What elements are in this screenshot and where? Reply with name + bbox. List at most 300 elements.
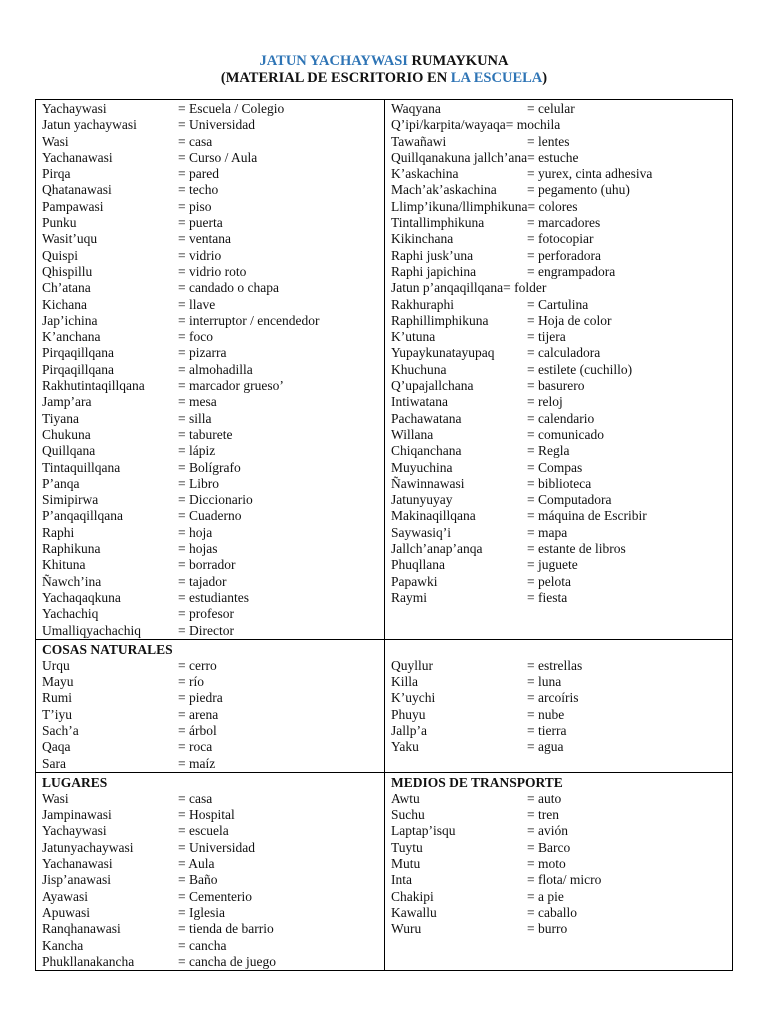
spanish-translation: = nube [527,706,565,722]
quechua-term: Jap’ichina [42,312,98,328]
spanish-translation: = tijera [527,329,566,345]
quechua-term: Mayu [42,674,74,690]
spanish-translation: = Regla [527,443,570,459]
vocab-entry [391,508,726,524]
vocab-entry [391,443,726,459]
spanish-translation: = Baño [178,872,218,888]
quechua-term: Apuwasi [42,904,90,920]
vocab-entry [42,525,378,541]
quechua-term: Raphi japichina [391,263,477,279]
spanish-translation: = hoja [178,524,213,540]
spanish-translation: = mesa [178,394,217,410]
vocab-entry [42,739,378,755]
spanish-translation: = burro [527,921,568,937]
spanish-translation: = marcadores [527,215,601,231]
quechua-term: Kichana [42,296,87,312]
vocab-entry [42,378,378,394]
vocab-entry [42,541,378,557]
quechua-term: Yachaqaqkuna [42,589,121,605]
vocab-entry [391,856,726,872]
vocab-entry [42,690,378,706]
vocab-entry [42,707,378,723]
spanish-translation: = árbol [178,722,217,738]
vocab-entry [391,199,726,215]
vocab-entry [391,297,726,313]
quechua-term: Yaku [391,739,419,755]
spanish-translation: = agua [527,739,564,755]
quechua-term: Killa [391,674,418,690]
vocab-entry [391,807,726,823]
spanish-translation: = luna [527,674,562,690]
spanish-translation: = arcoíris [527,690,579,706]
vocab-entry [42,590,378,606]
spanish-translation: = Hoja de color [527,312,612,328]
quechua-term: Wasi [42,790,69,806]
spanish-translation: = techo [178,182,219,198]
subtitle-end: ) [542,70,548,86]
vocab-entry [42,182,378,198]
vocab-entry [42,807,378,823]
quechua-term: Raphi jusk’una [391,247,474,263]
spanish-translation: = calculadora [527,345,601,361]
spanish-translation: = estante de libros [527,541,626,557]
vocab-entry [42,394,378,410]
quechua-term: Yachachiq [42,606,99,622]
quechua-term: Wasi [42,133,69,149]
spanish-translation: = pegamento (uhu) [527,182,630,198]
spanish-translation: = roca [178,739,213,755]
spanish-translation: = estudiantes [178,589,249,605]
quechua-term: Suchu [391,807,425,823]
section-cell-right [385,639,733,772]
spanish-translation: = comunicado [527,426,604,442]
vocab-entry [391,411,726,427]
vocab-entry [42,443,378,459]
quechua-term: Quispi [42,247,79,263]
vocab-entry [391,248,726,264]
spanish-translation: = piso [178,198,212,214]
vocab-entry [391,557,726,573]
spanish-translation: = arena [178,706,219,722]
vocab-entry [42,313,378,329]
spanish-translation: = vidrio roto [178,263,247,279]
quechua-term: Muyuchina [391,459,453,475]
vocab-entry [391,231,726,247]
vocab-entry [42,606,378,622]
quechua-term: Kancha [42,937,84,953]
vocab-entry [42,150,378,166]
quechua-term: Quillqanakuna jallch’ana [391,149,528,165]
quechua-term: K’uychi [391,690,436,706]
spanish-translation: = cerro [178,657,217,673]
spanish-translation: = Barco [527,839,571,855]
quechua-term: Kawallu [391,904,437,920]
spanish-translation: = perforadora [527,247,601,263]
quechua-term: Raphikuna [42,541,101,557]
quechua-term: P’anqaqillqana [42,508,123,524]
quechua-term: Jatunyuyay [391,492,453,508]
spanish-translation: = pelota [527,573,571,589]
quechua-term: Ch’atana [42,280,91,296]
section-cell-right [385,772,733,970]
spanish-translation: = piedra [178,690,223,706]
spanish-translation: = estrellas [527,657,583,673]
quechua-term: Jamp’ara [42,394,92,410]
spanish-translation: = Diccionario [178,492,253,508]
vocab-entry [391,117,726,133]
quechua-term: Awtu [391,790,420,806]
spanish-translation: = lentes [527,133,570,149]
quechua-term: K’anchana [42,329,101,345]
quechua-term: Inta [391,872,412,888]
vocab-entry [42,329,378,345]
quechua-term: Tuytu [391,839,423,855]
quechua-term: Rumi [42,690,73,706]
subtitle-start: (MATERIAL DE ESCRITORIO EN [220,70,451,86]
quechua-term: Quillqana [42,443,96,459]
quechua-term: Q’upajallchana [391,378,474,394]
vocab-entry [391,182,726,198]
quechua-term: Kikinchana [391,231,454,247]
quechua-term: Pachawatana [391,410,462,426]
quechua-term: T’iyu [42,706,72,722]
spanish-translation: = Universidad [178,839,255,855]
spanish-translation: = estilete (cuchillo) [527,361,633,377]
quechua-term: Qaqa [42,739,71,755]
spanish-translation: = llave [178,296,216,312]
spanish-translation: = Director [178,622,234,638]
vocab-entry [391,150,726,166]
vocab-entry [391,345,726,361]
quechua-term: Raphillimphikuna [391,312,489,328]
vocab-entry [42,574,378,590]
vocab-entry [391,460,726,476]
quechua-term: Phuqllana [391,557,445,573]
spanish-translation: = cancha [178,937,227,953]
spanish-translation: = pared [178,166,219,182]
quechua-term: Saywasiq’i [391,524,451,540]
section-cell-left [36,639,385,772]
spanish-translation: = auto [527,790,562,806]
spanish-translation: = Compas [527,459,583,475]
spanish-translation: = hojas [178,541,218,557]
section-cell-left [36,100,385,640]
quechua-term: Wasit’uqu [42,231,98,247]
spanish-translation: = flota/ micro [527,872,602,888]
quechua-term: Jisp’anawasi [42,872,111,888]
section-cell-left [36,772,385,970]
vocab-entry [391,427,726,443]
vocab-entry [42,345,378,361]
vocab-entry [42,248,378,264]
vocab-entry [42,840,378,856]
subtitle-highlight: LA ESCUELA [450,70,543,86]
spanish-translation: = Curso / Aula [178,149,258,165]
vocab-entry [42,823,378,839]
vocab-entry [42,199,378,215]
title-highlight: JATUN YACHAYWASI [259,53,408,69]
section-heading: COSAS NATURALES [42,641,173,657]
vocab-entry [42,938,378,954]
vocab-entry [42,623,378,639]
spanish-translation: = taburete [178,426,233,442]
vocab-entry [42,231,378,247]
quechua-term: Yupaykunatayupaq [391,345,495,361]
spanish-translation: = tienda de barrio [178,921,274,937]
vocab-entry [42,557,378,573]
spanish-translation: = colores [527,198,578,214]
vocab-entry [42,427,378,443]
quechua-term: Raymi [391,589,427,605]
spanish-translation: = mochila [505,117,561,133]
quechua-term: Mutu [391,856,421,872]
vocab-entry [42,411,378,427]
vocab-entry [42,362,378,378]
vocab-entry [42,723,378,739]
quechua-term: Q’ipi/karpita/wayaqa [391,117,506,133]
quechua-term: Llimp’ikuna/llimphikuna [391,198,528,214]
vocab-entry [391,905,726,921]
spanish-translation: = moto [527,856,566,872]
vocab-entry [42,476,378,492]
spanish-translation: = tren [527,807,559,823]
vocab-entry [391,476,726,492]
spanish-translation: = río [178,674,204,690]
vocab-entry [42,166,378,182]
vocab-entry [42,460,378,476]
spanish-translation: = avión [527,823,568,839]
quechua-term: Qhatanawasi [42,182,112,198]
vocab-entry [391,166,726,182]
spanish-translation: = estuche [527,149,579,165]
spanish-translation: = cancha de juego [178,953,276,969]
quechua-term: Jatun yachaywasi [42,117,137,133]
spanish-translation: = Iglesia [178,904,225,920]
vocab-entry [391,492,726,508]
spanish-translation: = profesor [178,606,234,622]
quechua-term: Umalliqyachachiq [42,622,141,638]
vocab-entry [42,791,378,807]
quechua-term: Ranqhanawasi [42,921,121,937]
quechua-term: Chakipi [391,888,434,904]
spanish-translation: = Universidad [178,117,255,133]
quechua-term: Tintallimphikuna [391,215,485,231]
vocab-entry [391,525,726,541]
spanish-translation: = puerta [178,215,223,231]
quechua-term: Yachanawasi [42,149,113,165]
spanish-translation: = silla [178,410,212,426]
quechua-term: Phukllanakancha [42,953,135,969]
spanish-translation: = a pie [527,888,564,904]
section-heading: MEDIOS DE TRANSPORTE [391,774,563,790]
vocab-entry [42,101,378,117]
spanish-translation: = Libro [178,475,219,491]
vocab-entry [42,856,378,872]
quechua-term: Tintaquillqana [42,459,121,475]
quechua-term: Willana [391,426,434,442]
quechua-term: Simipirwa [42,492,99,508]
spanish-translation: = Cuaderno [178,508,242,524]
vocab-entry [42,264,378,280]
spanish-translation: = Cementerio [178,888,252,904]
vocab-entry [42,117,378,133]
vocab-entry [391,280,726,296]
quechua-term: Quyllur [391,657,433,673]
vocab-entry [391,574,726,590]
spanish-translation: = reloj [527,394,563,410]
quechua-term: P’anqa [42,475,80,491]
spanish-translation: = mapa [527,524,568,540]
vocab-entry [391,690,726,706]
spanish-translation: = casa [178,790,213,806]
spanish-translation: = fiesta [527,589,568,605]
spanish-translation: = Cartulina [527,296,589,312]
section-row [36,772,733,970]
vocab-entry [391,823,726,839]
quechua-term: Khuchuna [391,361,447,377]
spanish-translation: = candado o chapa [178,280,279,296]
vocab-entry [391,590,726,606]
quechua-term: Tiyana [42,410,80,426]
quechua-term: Raphi [42,524,75,540]
quechua-term: Chiqanchana [391,443,462,459]
quechua-term: Yachanawasi [42,856,113,872]
quechua-term: Laptap’isqu [391,823,456,839]
vocab-entry [42,134,378,150]
vocab-entry [391,264,726,280]
vocab-entry [42,954,378,970]
vocab-entry [391,658,726,674]
quechua-term: Pampawasi [42,198,104,214]
quechua-term: Qhispillu [42,263,93,279]
vocab-entry [42,297,378,313]
spanish-translation: = biblioteca [527,475,592,491]
vocab-entry [391,378,726,394]
quechua-term: Mach’ak’askachina [391,182,497,198]
quechua-term: Pirqaqillqana [42,361,114,377]
quechua-term: Ñawch’ina [42,573,102,589]
spanish-translation: = celular [527,101,575,116]
section-row [36,100,733,640]
vocab-entry [391,707,726,723]
spanish-translation: = calendario [527,410,595,426]
quechua-term: Makinaqillqana [391,508,476,524]
spanish-translation: = Bolígrafo [178,459,241,475]
quechua-term: Ñawinnawasi [391,475,465,491]
spanish-translation: = foco [178,329,213,345]
vocab-entry [42,674,378,690]
quechua-term: Sara [42,755,66,771]
spanish-translation: = maíz [178,755,216,771]
quechua-term: Jatun p’anqaqillqana [391,280,504,296]
quechua-term: Jatunyachaywasi [42,839,134,855]
quechua-term: Jallp’a [391,722,427,738]
quechua-term: Yachaywasi [42,101,107,116]
quechua-term: Phuyu [391,706,426,722]
quechua-term: Yachaywasi [42,823,107,839]
spanish-translation: = Computadora [527,492,612,508]
quechua-term: Jampinawasi [42,807,112,823]
vocab-entry [391,394,726,410]
vocab-entry [42,921,378,937]
spanish-translation: = marcador grueso’ [178,378,284,394]
quechua-term: K’askachina [391,166,459,182]
vocab-entry [391,362,726,378]
vocab-entry [391,791,726,807]
vocab-entry [391,313,726,329]
quechua-term: Sach’a [42,722,79,738]
quechua-term: Punku [42,215,77,231]
document-subtitle [0,70,768,87]
quechua-term: Intiwatana [391,394,448,410]
quechua-term: Pirqa [42,166,71,182]
vocab-entry [391,101,726,117]
quechua-term: Ayawasi [42,888,88,904]
section-cell-right [385,100,733,640]
spanish-translation: = almohadilla [178,361,253,377]
spanish-translation: = engrampadora [527,263,616,279]
document-title [0,53,768,70]
quechua-term: K’utuna [391,329,436,345]
vocab-entry [391,921,726,937]
spanish-translation: = Escuela / Colegio [178,101,285,116]
vocab-entry [391,215,726,231]
title-rest: RUMAYKUNA [407,53,509,69]
spanish-translation: = yurex, cinta adhesiva [527,166,653,182]
vocab-entry [42,905,378,921]
vocab-entry [42,889,378,905]
vocab-entry [391,889,726,905]
spanish-translation: = ventana [178,231,231,247]
vocabulary-table [35,99,733,971]
quechua-term: Tawañawi [391,133,447,149]
spanish-translation: = máquina de Escribir [527,508,647,524]
spanish-translation: = juguete [527,557,578,573]
spanish-translation: = Hospital [178,807,235,823]
quechua-term: Chukuna [42,426,91,442]
spanish-translation: = caballo [527,904,577,920]
spanish-translation: = tierra [527,722,567,738]
vocab-entry [391,134,726,150]
vocab-entry [391,840,726,856]
spanish-translation: = tajador [178,573,227,589]
spanish-translation: = Aula [178,856,215,872]
vocab-entry [391,739,726,755]
heading-spacer [391,641,726,658]
spanish-translation: = casa [178,133,213,149]
vocab-entry [391,723,726,739]
vocab-entry [42,215,378,231]
spanish-translation: = pizarra [178,345,227,361]
quechua-term: Waqyana [391,101,441,116]
quechua-term: Jallch’anap’anqa [391,541,483,557]
quechua-term: Rakhutintaqillqana [42,378,145,394]
vocab-entry [42,492,378,508]
quechua-term: Wuru [391,921,422,937]
section-heading: LUGARES [42,774,108,790]
spanish-translation: = vidrio [178,247,222,263]
vocab-entry [42,280,378,296]
spanish-translation: = fotocopiar [527,231,594,247]
vocab-entry [391,541,726,557]
quechua-term: Khituna [42,557,86,573]
quechua-term: Pirqaqillqana [42,345,114,361]
vocab-entry [391,329,726,345]
spanish-translation: = interruptor / encendedor [178,312,320,328]
spanish-translation: = basurero [527,378,585,394]
spanish-translation: = lápiz [178,443,216,459]
section-row [36,639,733,772]
